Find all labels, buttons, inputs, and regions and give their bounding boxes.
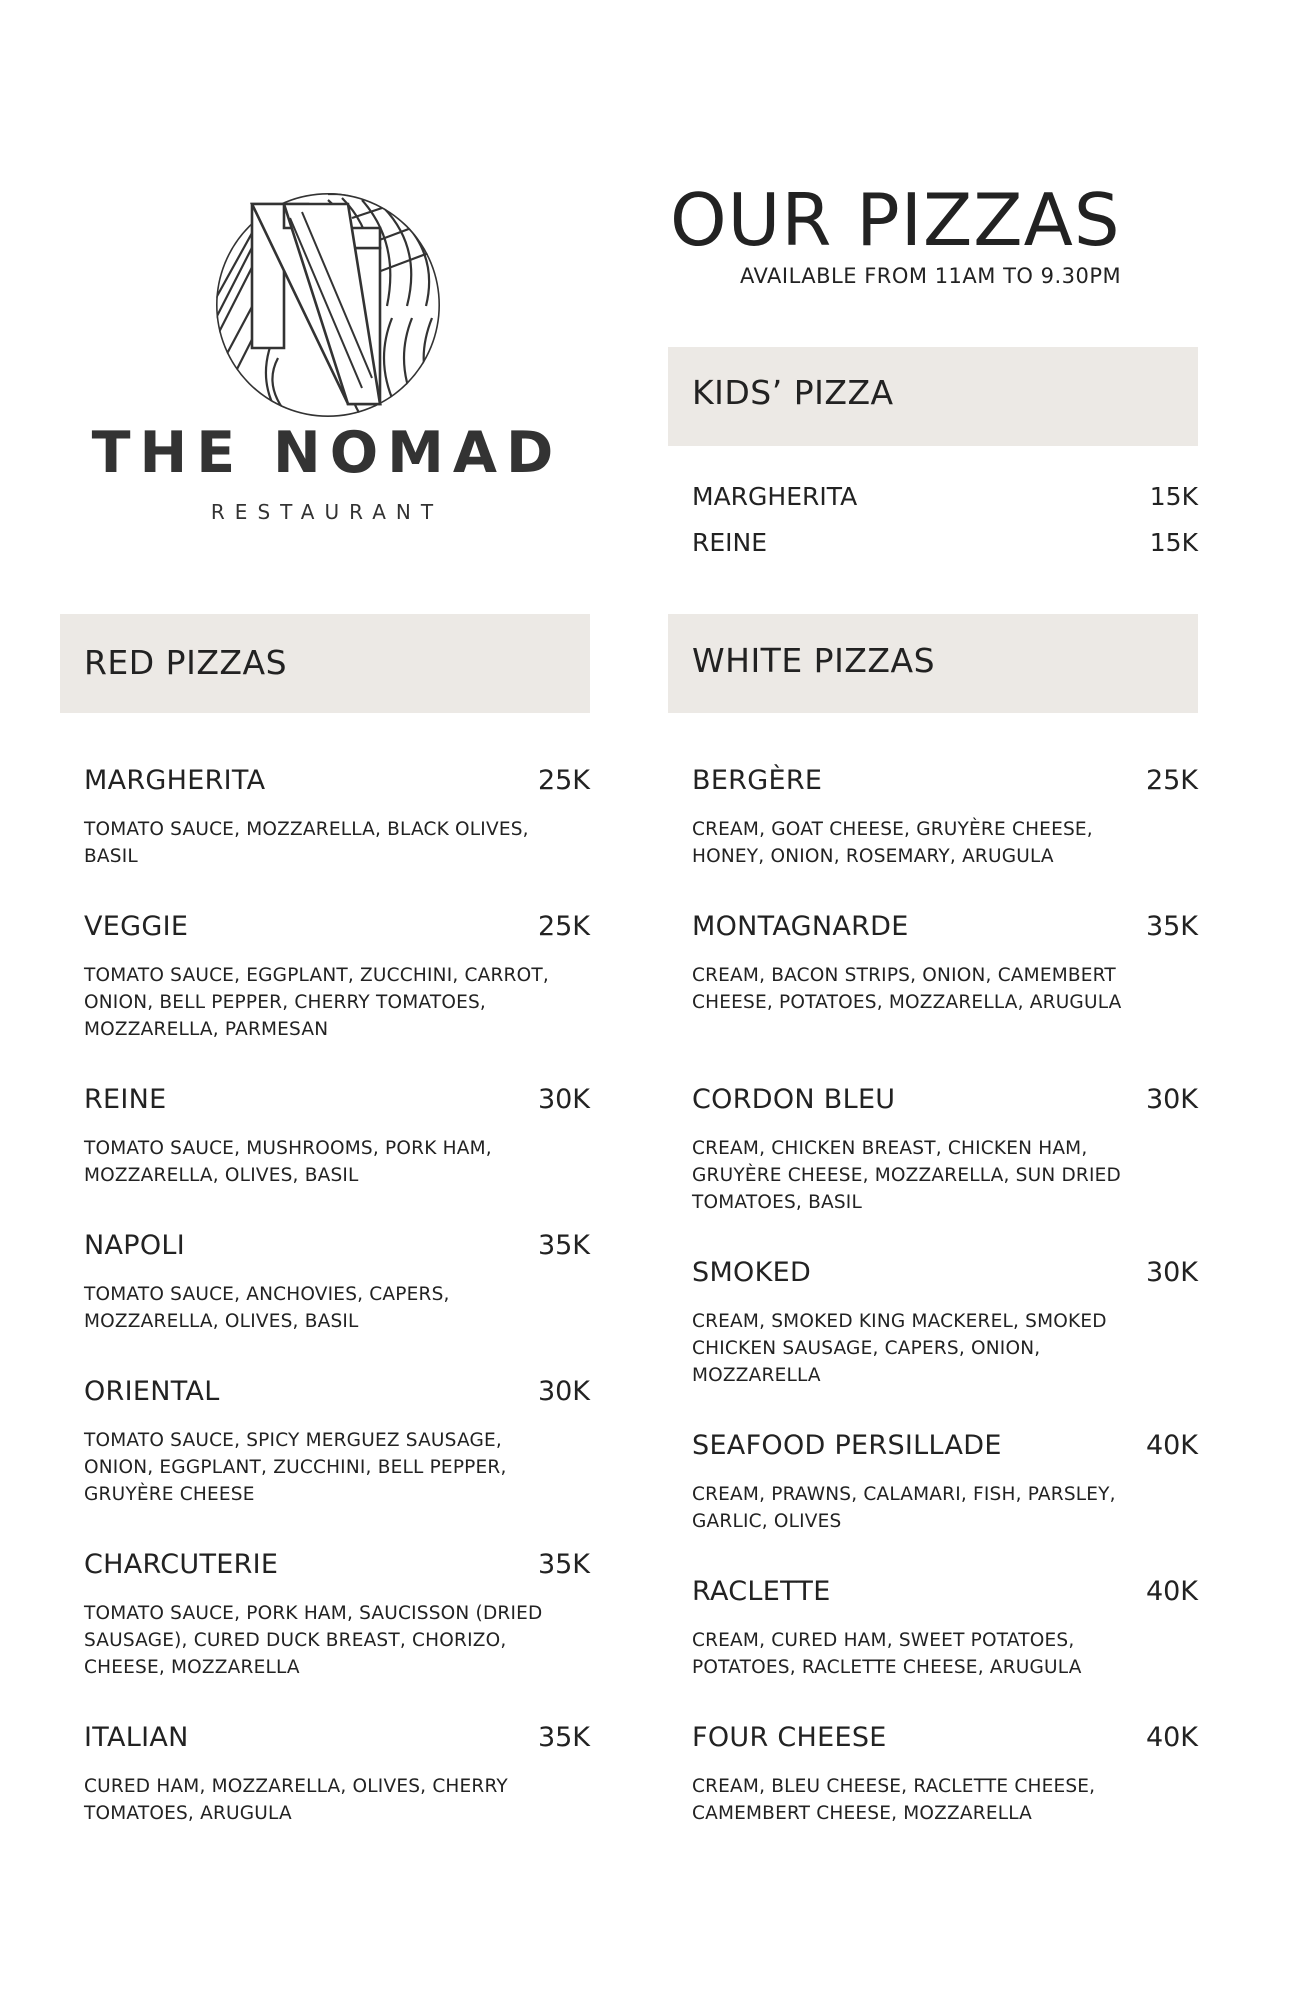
brand-name: THE NOMAD <box>91 420 563 486</box>
menu-item-price: 35K <box>537 1549 590 1580</box>
menu-item-description: CREAM, SMOKED KING MACKEREL, SMOKED CHICKEN SAUSAGE, CAPERS, ONION, MOZZARELLA <box>692 1311 1107 1386</box>
kids-item-price: 15K <box>1149 528 1198 557</box>
menu-item-description: CREAM, CURED HAM, SWEET POTATOES, POTATOES, RACLETTE CHEESE, ARUGULA <box>692 1630 1082 1678</box>
menu-item-description: CREAM, BACON STRIPS, ONION, CAMEMBERT CHEESE, POTATOES, MOZZARELLA, ARUGULA <box>692 965 1122 1013</box>
menu-item-price: 30K <box>1145 1257 1198 1288</box>
menu-item-name: MONTAGNARDE <box>692 911 909 942</box>
menu-item-price: 30K <box>537 1376 590 1407</box>
menu-item-description: TOMATO SAUCE, ANCHOVIES, CAPERS, MOZZARELLA, OLIVES, BASIL <box>84 1284 450 1332</box>
menu-item-description: TOMATO SAUCE, SPICY MERGUEZ SAUSAGE, ONION, EGGPLANT, ZUCCHINI, BELL PEPPER, GRUYÈRE CHEESE <box>84 1430 507 1505</box>
availability-text: AVAILABLE FROM 11AM TO 9.30PM <box>740 264 1122 288</box>
menu-item-price: 30K <box>1145 1084 1198 1115</box>
menu-item-price: 35K <box>1145 911 1198 942</box>
menu-item-name: CHARCUTERIE <box>84 1549 279 1580</box>
menu-item-name: ORIENTAL <box>84 1376 220 1407</box>
menu-item-description: TOMATO SAUCE, EGGPLANT, ZUCCHINI, CARROT, ONION, BELL PEPPER, CHERRY TOMATOES, MOZZARELLA, PARMESAN <box>84 965 549 1040</box>
menu-item-name: REINE <box>84 1084 167 1115</box>
menu-item-price: 35K <box>537 1230 590 1261</box>
menu-item-name: RACLETTE <box>692 1576 831 1607</box>
menu-item-name: NAPOLI <box>84 1230 186 1261</box>
menu-item-name: CORDON BLEU <box>692 1084 896 1115</box>
menu-item-name: SMOKED <box>692 1257 812 1288</box>
white-section-title: WHITE PIZZAS <box>692 641 936 680</box>
menu-item-price: 25K <box>537 765 590 796</box>
menu-item-description: CREAM, GOAT CHEESE, GRUYÈRE CHEESE, HONEY, ONION, ROSEMARY, ARUGULA <box>692 819 1093 867</box>
menu-item-price: 40K <box>1145 1722 1198 1753</box>
page-title: OUR PIZZAS <box>670 178 1121 262</box>
menu-item-description: TOMATO SAUCE, MOZZARELLA, BLACK OLIVES, BASIL <box>84 819 529 867</box>
kids-item-name: MARGHERITA <box>692 482 858 511</box>
menu-item-name: MARGHERITA <box>84 765 266 796</box>
menu-item-description: TOMATO SAUCE, PORK HAM, SAUCISSON (DRIED SAUSAGE), CURED DUCK BREAST, CHORIZO, CHEESE, MOZZARELLA <box>84 1603 543 1678</box>
menu-item-name: ITALIAN <box>84 1722 189 1753</box>
menu-item-name: SEAFOOD PERSILLADE <box>692 1430 1002 1461</box>
brand-subtitle: RESTAURANT <box>210 500 444 524</box>
kids-section-title: KIDS’ PIZZA <box>692 373 894 412</box>
menu-item-description: TOMATO SAUCE, MUSHROOMS, PORK HAM, MOZZARELLA, OLIVES, BASIL <box>84 1138 492 1186</box>
red-pizza-list <box>84 0 590 2000</box>
menu-item-description: CREAM, PRAWNS, CALAMARI, FISH, PARSLEY, GARLIC, OLIVES <box>692 1484 1116 1532</box>
menu-item-description: CURED HAM, MOZZARELLA, OLIVES, CHERRY TOMATOES, ARUGULA <box>84 1776 508 1824</box>
menu-item-price: 35K <box>537 1722 590 1753</box>
red-section-title: RED PIZZAS <box>84 643 288 682</box>
menu-item-name: BERGÈRE <box>692 765 823 796</box>
kids-item-name: REINE <box>692 528 768 557</box>
white-pizza-list <box>692 0 1198 2000</box>
menu-item-description: CREAM, BLEU CHEESE, RACLETTE CHEESE, CAMEMBERT CHEESE, MOZZARELLA <box>692 1776 1096 1824</box>
menu-item-price: 25K <box>537 911 590 942</box>
menu-item-name: FOUR CHEESE <box>692 1722 887 1753</box>
menu-item-name: VEGGIE <box>84 911 189 942</box>
menu-item-price: 25K <box>1145 765 1198 796</box>
kids-item-price: 15K <box>1149 482 1198 511</box>
menu-item-price: 40K <box>1145 1576 1198 1607</box>
menu-item-price: 40K <box>1145 1430 1198 1461</box>
menu-item-description: CREAM, CHICKEN BREAST, CHICKEN HAM, GRUYÈRE CHEESE, MOZZARELLA, SUN DRIED TOMATOES, BASIL <box>692 1138 1121 1213</box>
menu-item-price: 30K <box>537 1084 590 1115</box>
